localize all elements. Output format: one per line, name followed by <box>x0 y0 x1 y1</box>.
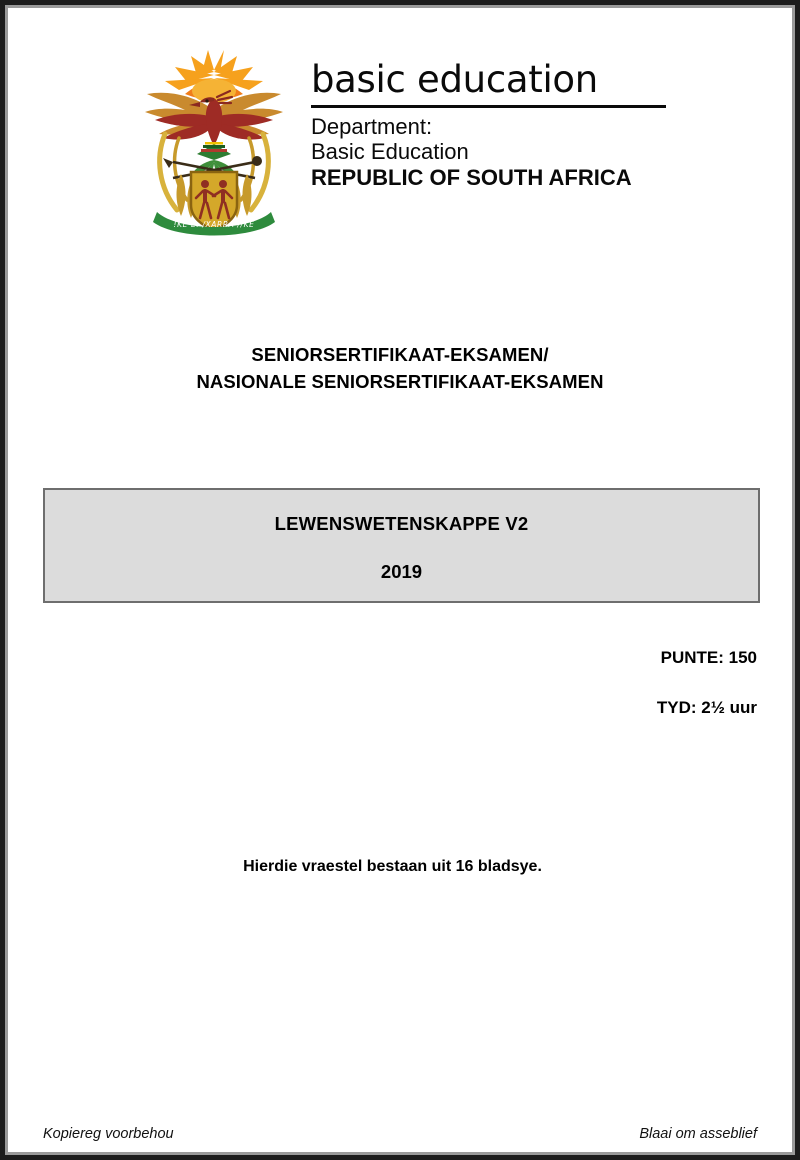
svg-text:!KE E: /XARRA //KE: !KE E: /XARRA //KE <box>173 220 255 229</box>
letterhead <box>8 50 792 240</box>
time-line: TYD: 2½ uur <box>656 698 757 717</box>
subject-box <box>43 488 760 603</box>
south-african-coat-of-arms-icon <box>129 50 299 240</box>
brand-department-line: Department: <box>311 114 433 139</box>
marks-line: PUNTE: 150 <box>660 648 757 667</box>
exam-title-line-2: NASIONALE SENIORSERTIFIKAAT-EKSAMEN <box>196 371 604 392</box>
page-count-note: Hierdie vraestel bestaan uit 16 bladsye. <box>243 858 542 875</box>
brand-title: basic education <box>311 58 598 101</box>
brand-divider <box>311 105 666 108</box>
exam-title-line-1: SENIORSERTIFIKAAT-EKSAMEN/ <box>251 344 549 365</box>
page-content-area <box>8 8 792 1152</box>
footer-turn-over: Blaai om asseblief <box>639 1126 757 1142</box>
exam-title <box>8 341 792 395</box>
subject-year: 2019 <box>380 560 423 582</box>
page-footer <box>43 1126 757 1142</box>
footer-copyright: Kopiereg voorbehou <box>43 1126 174 1142</box>
brand-department-name: Basic Education <box>311 139 469 164</box>
brand-country-line: REPUBLIC OF SOUTH AFRICA <box>311 165 632 190</box>
subject-name: LEWENSWETENSKAPPE V2 <box>274 512 529 534</box>
brand-text-block <box>311 50 671 191</box>
